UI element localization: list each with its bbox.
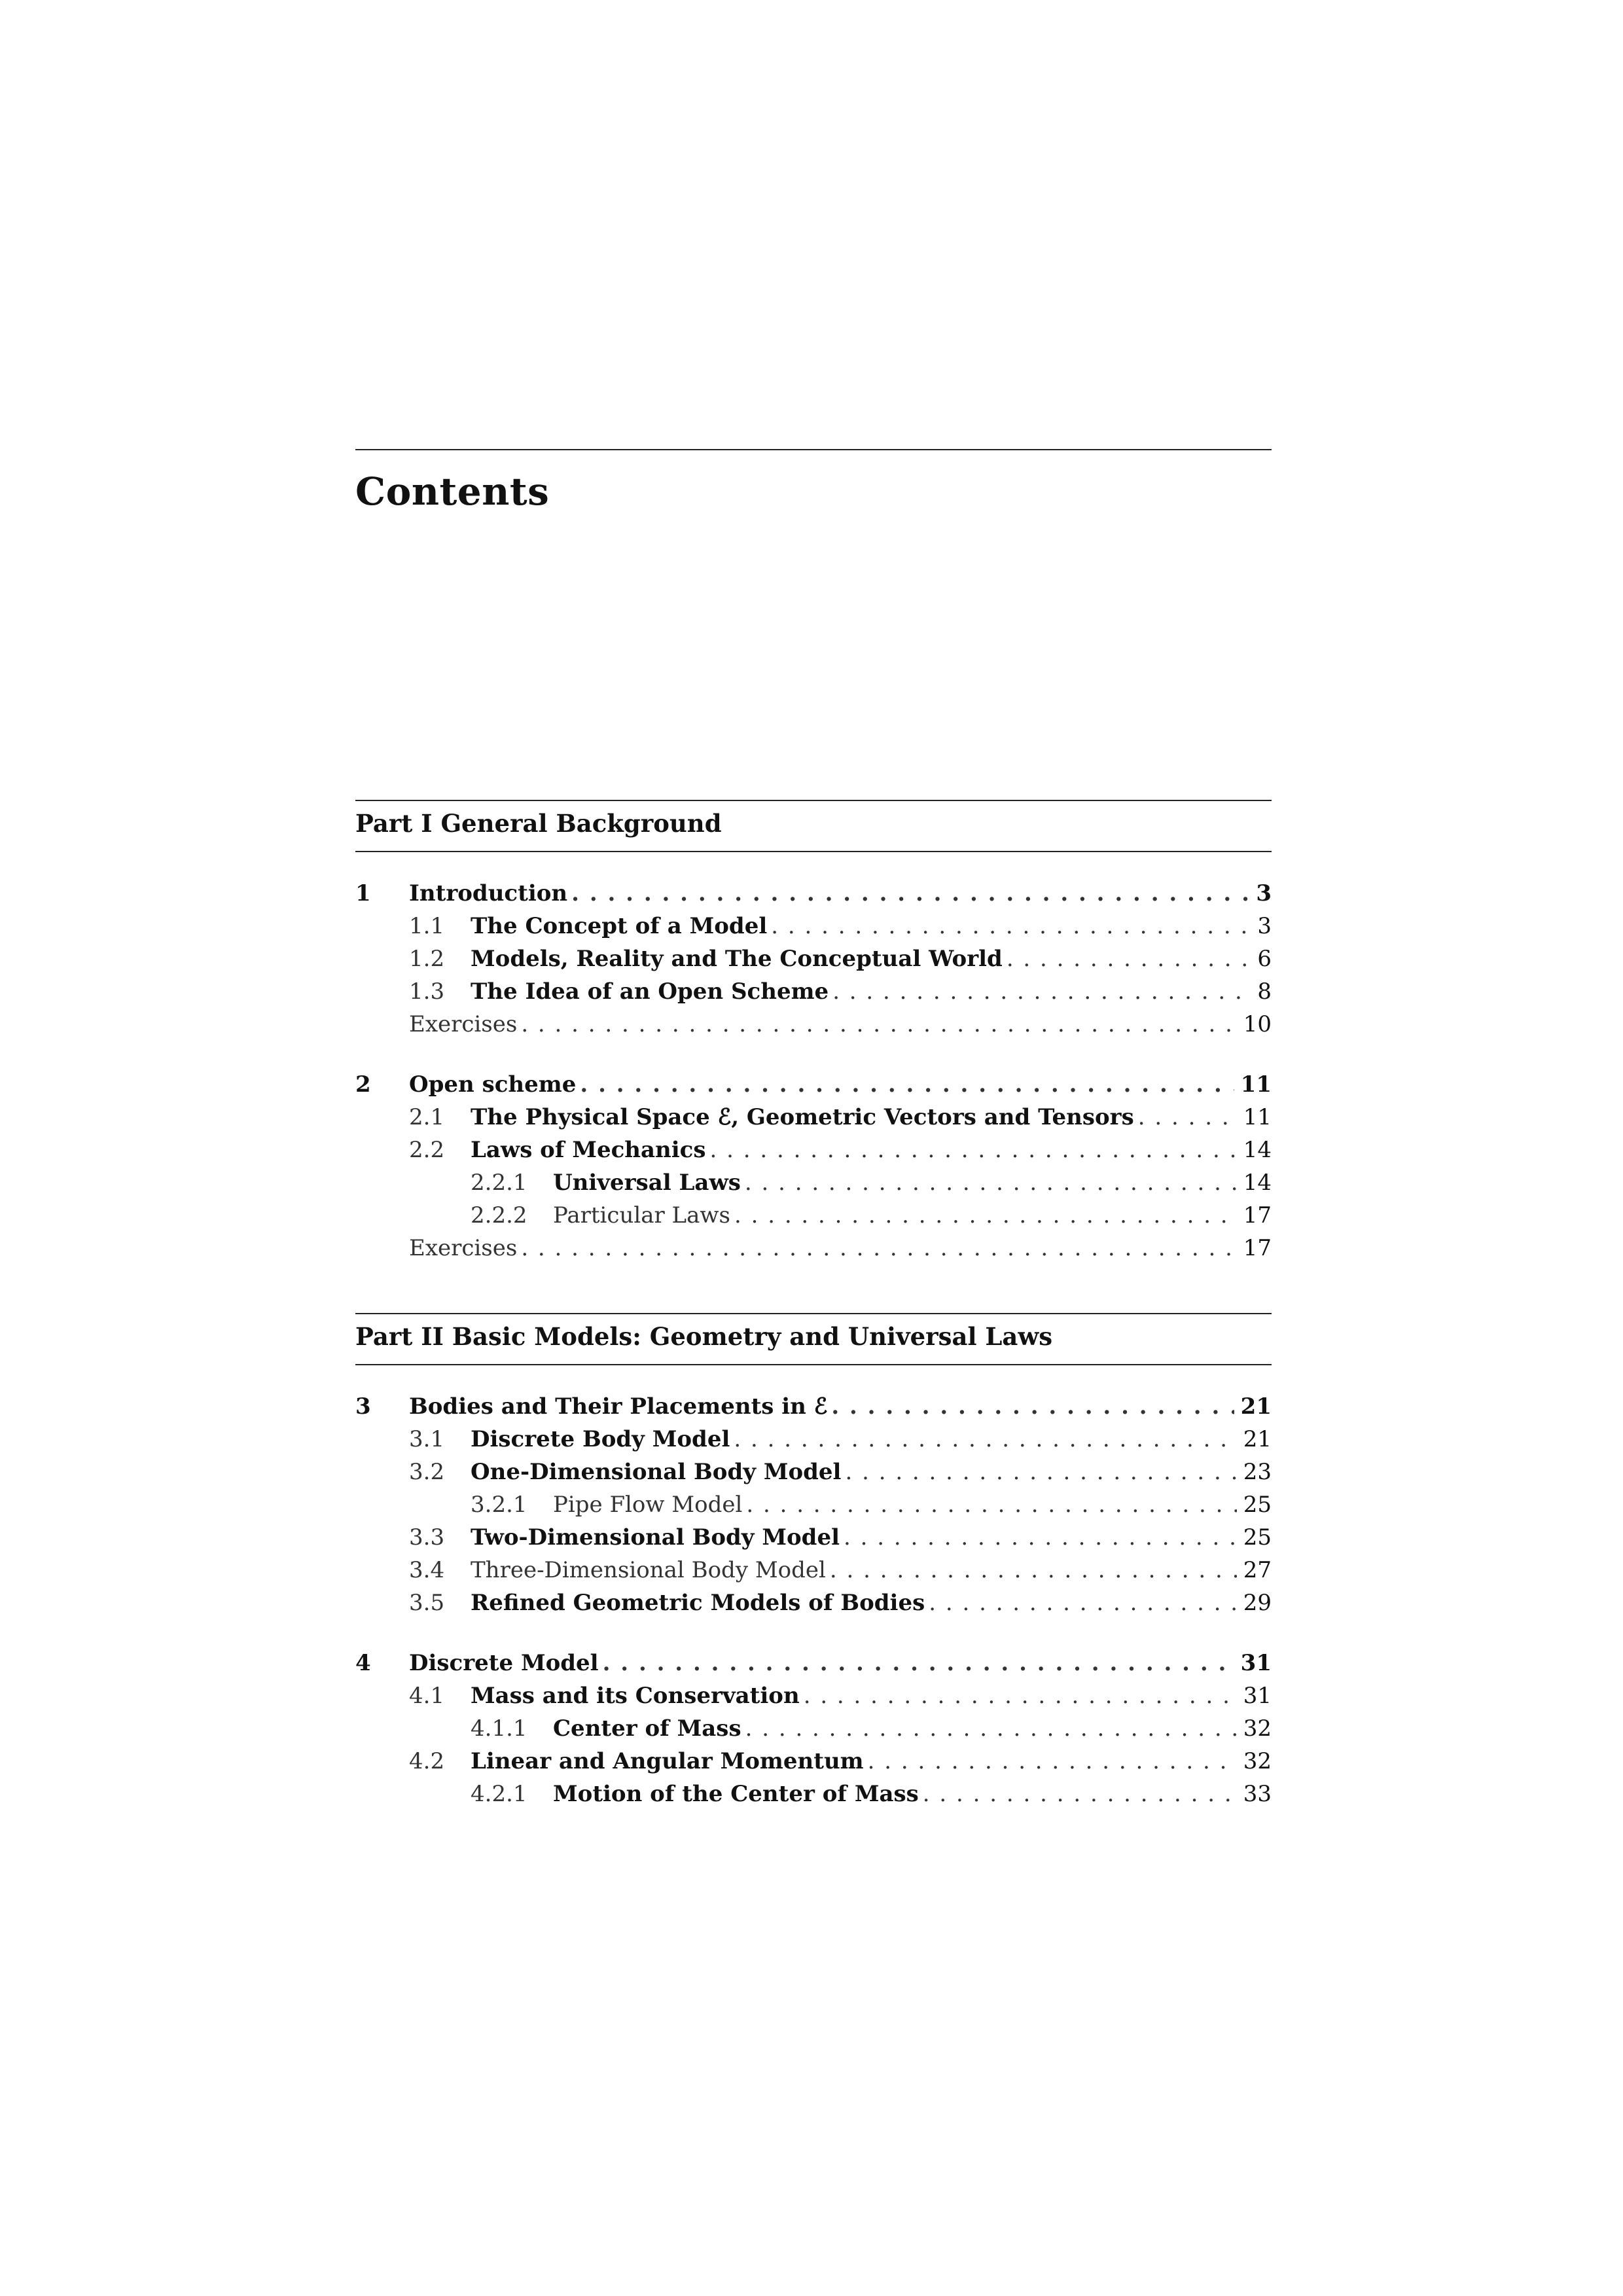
subsection-title: Pipe Flow Model [553,1488,746,1521]
section-title: Mass and its Conservation [471,1679,804,1712]
page-number: 17 [1237,1232,1272,1265]
chapter-title: Discrete Model [409,1647,603,1679]
dot-leader [831,1390,1234,1423]
dot-leader [734,1423,1236,1456]
toc-subsection-2-2-2[interactable] [355,1199,1272,1232]
toc-section-1-3[interactable] [355,975,1272,1008]
page-number: 3 [1251,910,1272,942]
section-number: 2.1 [409,1104,445,1130]
page-number: 11 [1237,1101,1272,1134]
toc-section-3-5[interactable] [355,1587,1272,1619]
chapter-title: Introduction [409,877,571,910]
toc-subsection-4-1-1[interactable] [355,1712,1272,1745]
page-number: 3 [1249,877,1272,910]
page-number: 25 [1237,1488,1272,1521]
toc-section-3-3[interactable] [355,1521,1272,1554]
dot-leader [1007,942,1251,975]
section-number: 1.2 [409,946,445,972]
page-number: 33 [1237,1778,1272,1810]
section-title: Three-Dimensional Body Model [471,1554,830,1587]
toc-section-3-4[interactable] [355,1554,1272,1587]
toc-subsection-2-2-1[interactable] [355,1166,1272,1199]
part-1-toc [355,877,1272,1265]
toc-subsection-3-2-1[interactable] [355,1488,1272,1521]
dot-leader [746,1488,1236,1521]
chapter-title: Bodies and Their Placements in ℰ [409,1390,831,1423]
toc-section-3-1[interactable] [355,1423,1272,1456]
section-title: Linear and Angular Momentum [471,1745,868,1778]
page-number: 14 [1237,1166,1272,1199]
toc-subsection-4-2-1[interactable] [355,1778,1272,1810]
page-number: 14 [1237,1134,1272,1166]
dot-leader [832,975,1251,1008]
toc-exercises-1[interactable] [355,1008,1272,1041]
dot-leader [745,1166,1237,1199]
section-title: One-Dimensional Body Model [471,1456,845,1488]
part-2-top-rule [355,1313,1272,1314]
dot-leader [845,1456,1236,1488]
subsection-number: 3.2.1 [471,1492,527,1518]
section-title: Models, Reality and The Conceptual World [471,942,1007,975]
page-number: 32 [1237,1745,1272,1778]
section-number: 4.1 [409,1683,445,1709]
chapter-gap [355,1041,1272,1068]
dot-leader [771,910,1251,942]
dot-leader [521,1008,1236,1041]
page-number: 29 [1237,1587,1272,1619]
section-title: Two-Dimensional Body Model [471,1521,844,1554]
dot-leader [734,1199,1237,1232]
toc-chapter-3[interactable] [355,1390,1272,1423]
exercises-title: Exercises [409,1232,521,1265]
section-title: Discrete Body Model [471,1423,734,1456]
page-number: 21 [1237,1423,1272,1456]
section-title: The Physical Space ℰ, Geometric Vectors and Tensors [471,1101,1138,1134]
subsection-title: Motion of the Center of Mass [553,1778,923,1810]
section-title: The Idea of an Open Scheme [471,975,832,1008]
subsection-number: 4.1.1 [471,1715,527,1742]
page-number: 6 [1251,942,1272,975]
part-1-bottom-rule [355,851,1272,852]
part-2-heading: Part II Basic Models: Geometry and Universal Laws [355,1322,1053,1351]
toc-chapter-2[interactable] [355,1068,1272,1101]
dot-leader [868,1745,1237,1778]
dot-leader [580,1068,1234,1101]
toc-section-1-2[interactable] [355,942,1272,975]
subsection-title: Particular Laws [553,1199,734,1232]
dot-leader [1138,1101,1237,1134]
chapter-number: 4 [355,1650,371,1676]
toc-section-4-1[interactable] [355,1679,1272,1712]
dot-leader [745,1712,1237,1745]
chapter-number: 1 [355,880,371,906]
toc-section-4-2[interactable] [355,1745,1272,1778]
top-rule [355,449,1272,450]
page-title: Contents [355,469,550,514]
toc-section-1-1[interactable] [355,910,1272,942]
dot-leader [929,1587,1237,1619]
section-number: 2.2 [409,1137,445,1163]
exercises-title: Exercises [409,1008,521,1041]
section-number: 3.3 [409,1524,445,1551]
section-number: 4.2 [409,1748,445,1774]
page-number: 23 [1237,1456,1272,1488]
part-1-heading: Part I General Background [355,809,722,838]
section-title: The Concept of a Model [471,910,771,942]
dot-leader [923,1778,1237,1810]
section-number: 3.4 [409,1557,445,1583]
page-number: 8 [1251,975,1272,1008]
page-number: 31 [1234,1647,1272,1679]
subsection-number: 2.2.1 [471,1170,527,1196]
toc-chapter-1[interactable] [355,877,1272,910]
chapter-gap [355,1619,1272,1647]
toc-chapter-4[interactable] [355,1647,1272,1679]
section-title: Refined Geometric Models of Bodies [471,1587,929,1619]
subsection-number: 2.2.2 [471,1202,527,1229]
page-number: 32 [1237,1712,1272,1745]
part-2-bottom-rule [355,1364,1272,1365]
toc-exercises-2[interactable] [355,1232,1272,1265]
toc-section-3-2[interactable] [355,1456,1272,1488]
page-number: 10 [1237,1008,1272,1041]
page-number: 21 [1234,1390,1272,1423]
chapter-number: 3 [355,1393,371,1420]
section-number: 3.5 [409,1590,445,1616]
section-number: 1.3 [409,978,445,1005]
section-number: 1.1 [409,913,445,939]
dot-leader [804,1679,1237,1712]
chapter-title: Open scheme [409,1068,580,1101]
section-number: 3.1 [409,1426,445,1452]
dot-leader [830,1554,1237,1587]
chapter-number: 2 [355,1071,371,1098]
page-number: 31 [1237,1679,1272,1712]
page-number: 11 [1234,1068,1272,1101]
part-2-toc [355,1390,1272,1810]
dot-leader [571,877,1249,910]
dot-leader [844,1521,1237,1554]
section-number: 3.2 [409,1459,445,1485]
dot-leader [603,1647,1234,1679]
toc-section-2-2[interactable] [355,1134,1272,1166]
page-number: 25 [1237,1521,1272,1554]
page-number: 27 [1237,1554,1272,1587]
page-number: 17 [1237,1199,1272,1232]
dot-leader [710,1134,1237,1166]
dot-leader [521,1232,1236,1265]
section-title: Laws of Mechanics [471,1134,710,1166]
part-1-top-rule [355,800,1272,801]
subsection-title: Center of Mass [553,1712,745,1745]
toc-section-2-1[interactable] [355,1101,1272,1134]
subsection-title: Universal Laws [553,1166,745,1199]
subsection-number: 4.2.1 [471,1781,527,1807]
